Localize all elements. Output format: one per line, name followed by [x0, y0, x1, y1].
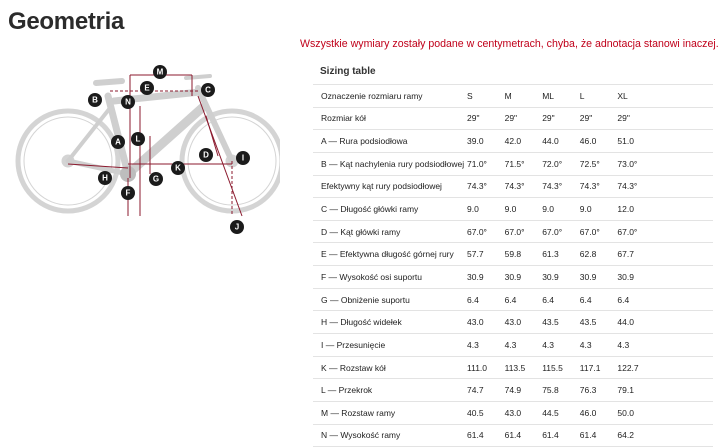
- row-value: 61.4: [467, 430, 484, 441]
- table-row: [313, 243, 713, 266]
- row-value: 71.5°: [504, 158, 525, 169]
- row-value: 72.0°: [542, 158, 563, 169]
- row-value: 122.7: [617, 362, 639, 373]
- row-value: 9.0: [579, 204, 592, 215]
- svg-text:B: B: [92, 95, 98, 105]
- row-value: 6.4: [504, 294, 517, 305]
- row-label: B — Kąt nachylenia rury podsiodłowej: [321, 158, 465, 169]
- svg-text:K: K: [175, 163, 181, 173]
- row-label: Efektywny kąt rury podsiodłowej: [321, 181, 442, 192]
- svg-text:J: J: [234, 222, 240, 232]
- table-row: [313, 108, 713, 131]
- row-value: 74.7: [467, 385, 484, 396]
- header-size-l: L: [579, 90, 585, 101]
- header-size-xl: XL: [617, 90, 628, 101]
- row-value: 4.3: [504, 339, 517, 350]
- row-value: 62.8: [579, 249, 597, 260]
- row-value: 67.0°: [579, 226, 600, 237]
- table-row: [313, 425, 713, 447]
- table-row: [313, 334, 713, 357]
- row-value: 43.5: [579, 317, 597, 328]
- row-value: 30.9: [504, 271, 522, 282]
- row-value: 113.5: [504, 362, 526, 373]
- row-value: 67.7: [617, 249, 634, 260]
- bike-geometry-diagram: [10, 56, 280, 238]
- svg-text:F: F: [125, 188, 131, 198]
- callout-k: [171, 161, 185, 175]
- bike-geometry-svg: [10, 56, 280, 238]
- row-label: Rozmiar kół: [321, 113, 366, 124]
- row-value: 30.9: [579, 271, 597, 282]
- row-value: 43.0: [504, 407, 522, 418]
- row-value: 39.0: [467, 136, 484, 147]
- callout-j: [230, 220, 244, 234]
- row-value: 61.3: [542, 249, 559, 260]
- row-value: 6.4: [579, 294, 592, 305]
- row-value: 42.0: [504, 136, 522, 147]
- row-value: 115.5: [542, 362, 563, 373]
- row-value: 117.1: [579, 362, 601, 373]
- svg-text:A: A: [115, 137, 121, 147]
- callout-b: [88, 93, 102, 107]
- row-value: 29": [542, 113, 555, 124]
- table-row: [313, 379, 713, 402]
- callout-i: [236, 151, 250, 165]
- row-value: 9.0: [504, 204, 517, 215]
- row-value: 46.0: [579, 407, 597, 418]
- row-value: 74.3°: [504, 181, 525, 192]
- row-value: 6.4: [617, 294, 630, 305]
- svg-text:H: H: [102, 173, 108, 183]
- row-value: 74.9: [504, 385, 522, 396]
- row-value: 67.0°: [504, 226, 525, 237]
- row-value: 50.0: [617, 407, 634, 418]
- row-value: 9.0: [542, 204, 555, 215]
- callout-l: [131, 132, 145, 146]
- row-label: G — Obniżenie suportu: [321, 294, 410, 305]
- page-title: Geometria: [8, 8, 125, 35]
- row-value: 30.9: [542, 271, 559, 282]
- table-row: [313, 357, 713, 380]
- table-header-row: [313, 85, 713, 108]
- row-value: 4.3: [579, 339, 592, 350]
- row-label: E — Efektywna długość górnej rury: [321, 249, 454, 260]
- svg-text:M: M: [156, 67, 164, 77]
- table-row: [313, 153, 713, 176]
- row-value: 6.4: [467, 294, 479, 305]
- table-body: [313, 108, 713, 447]
- header-size-m: M: [504, 90, 512, 101]
- svg-text:E: E: [144, 83, 150, 93]
- row-label: H — Długość widełek: [321, 317, 402, 328]
- callout-a: [111, 135, 125, 149]
- row-value: 29": [579, 113, 593, 124]
- row-label: C — Długość główki ramy: [321, 204, 419, 215]
- row-value: 9.0: [467, 204, 479, 215]
- row-value: 29": [467, 113, 480, 124]
- row-label: N — Wysokość ramy: [321, 430, 401, 441]
- sizing-table-title: Sizing table: [320, 66, 376, 77]
- callout-d: [199, 148, 213, 162]
- row-value: 111.0: [467, 362, 488, 373]
- row-label: K — Rozstaw kół: [321, 362, 386, 373]
- table-row: [313, 176, 713, 199]
- row-value: 59.8: [504, 249, 522, 260]
- row-value: 73.0°: [617, 158, 638, 169]
- row-value: 76.3: [579, 385, 597, 396]
- svg-text:C: C: [205, 85, 211, 95]
- row-value: 30.9: [467, 271, 484, 282]
- row-label: F — Wysokość osi suportu: [321, 271, 423, 282]
- sizing-table: [313, 84, 713, 447]
- row-value: 4.3: [467, 339, 479, 350]
- row-value: 74.3°: [579, 181, 600, 192]
- row-label: A — Rura podsiodłowa: [321, 136, 408, 147]
- row-label: L — Przekrok: [321, 385, 373, 396]
- table-row: [313, 311, 713, 334]
- table-row: [313, 198, 713, 221]
- row-value: 79.1: [617, 385, 634, 396]
- row-value: 61.4: [542, 430, 559, 441]
- row-value: 43.5: [542, 317, 559, 328]
- row-value: 75.8: [542, 385, 559, 396]
- row-value: 30.9: [617, 271, 634, 282]
- row-value: 29": [504, 113, 518, 124]
- table-row: [313, 130, 713, 153]
- row-value: 44.0: [542, 136, 559, 147]
- callout-m: [153, 65, 167, 79]
- row-value: 67.0°: [542, 226, 563, 237]
- callout-g: [149, 172, 163, 186]
- svg-text:G: G: [152, 174, 160, 184]
- callout-h: [98, 171, 112, 185]
- table-row: [313, 289, 713, 312]
- header-label: Oznaczenie rozmiaru ramy: [321, 90, 423, 101]
- row-value: 51.0: [617, 136, 634, 147]
- callout-e: [140, 81, 154, 95]
- row-value: 29": [617, 113, 630, 124]
- row-value: 40.5: [467, 407, 484, 418]
- row-value: 4.3: [617, 339, 630, 350]
- row-value: 44.0: [617, 317, 634, 328]
- svg-text:I: I: [241, 153, 245, 163]
- header-size-s: S: [467, 90, 473, 101]
- row-value: 57.7: [467, 249, 484, 260]
- table-row: [313, 402, 713, 425]
- row-value: 12.0: [617, 204, 634, 215]
- row-label: D — Kąt główki ramy: [321, 226, 401, 237]
- row-value: 44.5: [542, 407, 559, 418]
- table-row: [313, 266, 713, 289]
- header-size-ml: ML: [542, 90, 554, 101]
- row-value: 64.2: [617, 430, 634, 441]
- row-value: 61.4: [579, 430, 597, 441]
- svg-text:N: N: [125, 97, 131, 107]
- row-value: 4.3: [542, 339, 555, 350]
- table-row: [313, 221, 713, 244]
- callout-c: [201, 83, 215, 97]
- row-value: 71.0°: [467, 158, 487, 169]
- row-label: I — Przesunięcie: [321, 339, 386, 350]
- row-value: 74.3°: [617, 181, 638, 192]
- row-value: 67.0°: [467, 226, 487, 237]
- row-value: 74.3°: [542, 181, 563, 192]
- row-value: 43.0: [467, 317, 484, 328]
- svg-text:L: L: [135, 134, 141, 144]
- row-value: 6.4: [542, 294, 555, 305]
- row-value: 67.0°: [617, 226, 638, 237]
- row-value: 74.3°: [467, 181, 487, 192]
- row-value: 72.5°: [579, 158, 600, 169]
- row-value: 43.0: [504, 317, 522, 328]
- units-notice: Wszystkie wymiary zostały podane w centymetrach, chyba, że adnotacja stanowi inaczej.: [300, 38, 719, 50]
- svg-text:D: D: [203, 150, 209, 160]
- callout-n: [121, 95, 135, 109]
- row-value: 46.0: [579, 136, 597, 147]
- row-value: 61.4: [504, 430, 522, 441]
- callout-f: [121, 186, 135, 200]
- row-label: M — Rozstaw ramy: [321, 407, 396, 418]
